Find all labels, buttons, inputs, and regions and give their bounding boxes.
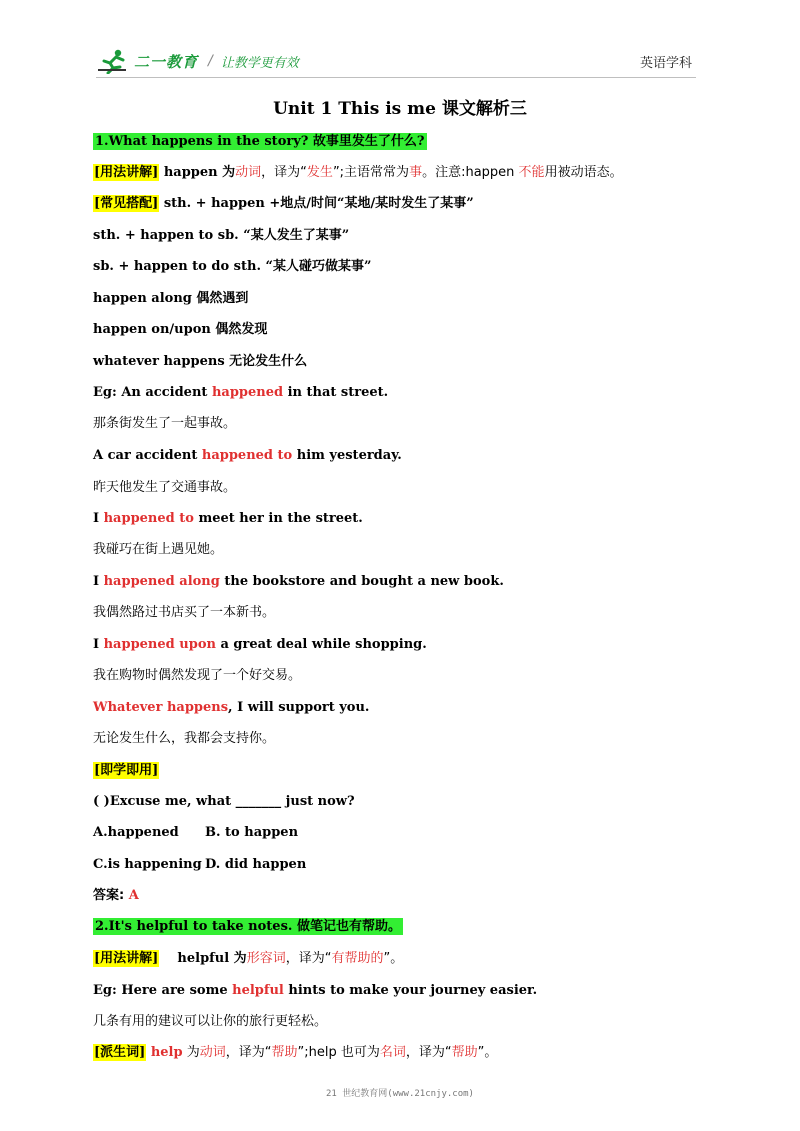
- example-keyword: happened to: [103, 511, 194, 526]
- derivative-highlight: 名词: [379, 1045, 406, 1060]
- example-keyword: happened along: [103, 574, 220, 589]
- derivative-text: ”;help 也可为: [297, 1045, 380, 1060]
- s2-derivative-line: [93, 1043, 497, 1063]
- option-b: B. to happen: [205, 825, 299, 840]
- derivative-highlight: 动词: [199, 1045, 226, 1060]
- page-header: [96, 44, 696, 78]
- example-sentence: [93, 509, 363, 529]
- practice-tag: [即学即用]: [94, 763, 159, 778]
- example-text: him yesterday.: [292, 448, 402, 463]
- s2-usage-line: [93, 949, 403, 969]
- example-translation: 几条有用的建议可以让你的旅行更轻松。: [93, 1014, 328, 1029]
- usage-highlight: 形容词: [246, 951, 286, 966]
- example-keyword: helpful: [232, 983, 284, 998]
- example-keyword: happened upon: [103, 637, 216, 652]
- option-a: A.happened: [93, 825, 179, 840]
- derivative-text: ，译为“: [405, 1045, 452, 1060]
- example-text: in that street.: [283, 385, 389, 400]
- collocation-item: happen on/upon 偶然发现: [93, 322, 268, 337]
- derivative-keyword: help: [146, 1045, 183, 1060]
- answer-line: [93, 886, 139, 906]
- usage-text: ，译为“: [261, 165, 307, 180]
- practice-question: ( )Excuse me, what _______ just now?: [93, 794, 355, 809]
- collocation-item: whatever happens 无论发生什么: [93, 354, 308, 369]
- usage-highlight: 事: [409, 165, 423, 180]
- usage-text: happen 为: [159, 165, 236, 180]
- usage-highlight: 有帮助的: [331, 951, 384, 966]
- brand-logo: [96, 46, 306, 76]
- answer-label: 答案:: [93, 888, 129, 903]
- collocation-item: sth. + happen to sb. “某人发生了某事”: [93, 228, 350, 243]
- derivative-text: ”。: [477, 1045, 498, 1060]
- usage-text: ，译为“: [285, 951, 332, 966]
- practice-heading: [93, 761, 159, 781]
- example-text: , I will support you.: [228, 700, 370, 715]
- example-text: meet her in the street.: [193, 511, 363, 526]
- page-footer: 21 世纪教育网(www.21cnjy.com): [326, 1089, 474, 1099]
- section-1-heading-text: 1.What happens in the story? 故事里发生了什么?: [95, 134, 425, 149]
- example-text: Eg: An accident: [93, 385, 212, 400]
- section-1-heading: [93, 132, 427, 152]
- collocation-item: sb. + happen to do sth. “某人碰巧做某事”: [93, 259, 372, 274]
- example-keyword: Whatever happens: [93, 700, 229, 715]
- collocation-text: sth. + happen +地点/时间“某地/某时发生了某事”: [159, 196, 474, 211]
- usage-tag: [用法讲解]: [94, 165, 159, 180]
- usage-text: ”。: [383, 951, 404, 966]
- section-2-heading: [93, 917, 403, 937]
- example-sentence: [93, 635, 427, 655]
- runner-logo-icon: [96, 48, 130, 74]
- usage-highlight: 发生: [306, 165, 333, 180]
- divider-slash: /: [208, 53, 213, 69]
- s1-usage-line: [93, 163, 623, 183]
- example-text: I: [93, 511, 104, 526]
- brand-slogan: 让教学更有效: [220, 55, 299, 71]
- page-title: Unit 1 This is me 课文解析三: [273, 99, 527, 119]
- brand-name: 二一教育: [134, 52, 199, 71]
- example-sentence: [93, 446, 402, 466]
- answer-value: A: [128, 888, 139, 903]
- section-2-heading-text: 2.It's helpful to take notes. 做笔记也有帮助。: [95, 919, 401, 934]
- derivative-highlight: 帮助: [451, 1045, 478, 1060]
- example-sentence: [93, 981, 537, 1001]
- derivative-highlight: 帮助: [271, 1045, 298, 1060]
- usage-text: helpful 为: [159, 951, 247, 966]
- example-text: a great deal while shopping.: [215, 637, 427, 652]
- example-translation: 我在购物时偶然发现了一个好交易。: [93, 668, 302, 683]
- subject-label: 英语学科: [639, 56, 692, 71]
- example-translation: 无论发生什么，我都会支持你。: [93, 731, 276, 746]
- example-sentence: [93, 572, 504, 592]
- example-translation: 我偶然路过书店买了一本新书。: [93, 605, 276, 620]
- derivative-tag: [派生词]: [94, 1045, 146, 1060]
- derivative-text: 为: [182, 1045, 200, 1060]
- option-d: D. did happen: [205, 857, 307, 872]
- usage-highlight: 不能: [518, 165, 545, 180]
- example-keyword: happened to: [201, 448, 293, 463]
- example-text: I: [93, 637, 104, 652]
- usage-highlight: 动词: [235, 165, 262, 180]
- example-translation: 昨天他发生了交通事故。: [93, 480, 237, 495]
- option-c: C.is happening: [93, 857, 202, 872]
- example-text: Eg: Here are some: [93, 983, 233, 998]
- example-translation: 我碰巧在街上遇见她。: [93, 542, 224, 557]
- example-text: A car accident: [93, 448, 202, 463]
- derivative-text: ，译为“: [225, 1045, 272, 1060]
- usage-text: ”;主语常常为: [332, 165, 410, 180]
- usage-text: 用被动语态。: [544, 165, 623, 180]
- example-sentence: [93, 383, 388, 403]
- usage-text: 。注意:happen: [422, 165, 519, 180]
- s1-collocation-line: [93, 194, 474, 214]
- example-keyword: happened: [211, 385, 284, 400]
- usage-tag: [用法讲解]: [94, 951, 159, 966]
- example-text: the bookstore and bought a new book.: [219, 574, 504, 589]
- example-translation: 那条街发生了一起事故。: [93, 416, 237, 431]
- example-text: hints to make your journey easier.: [283, 983, 538, 998]
- header-divider: [96, 77, 696, 78]
- example-sentence: [93, 698, 369, 718]
- example-text: I: [93, 574, 104, 589]
- collocation-tag: [常见搭配]: [94, 196, 159, 211]
- collocation-item: happen along 偶然遇到: [93, 291, 249, 306]
